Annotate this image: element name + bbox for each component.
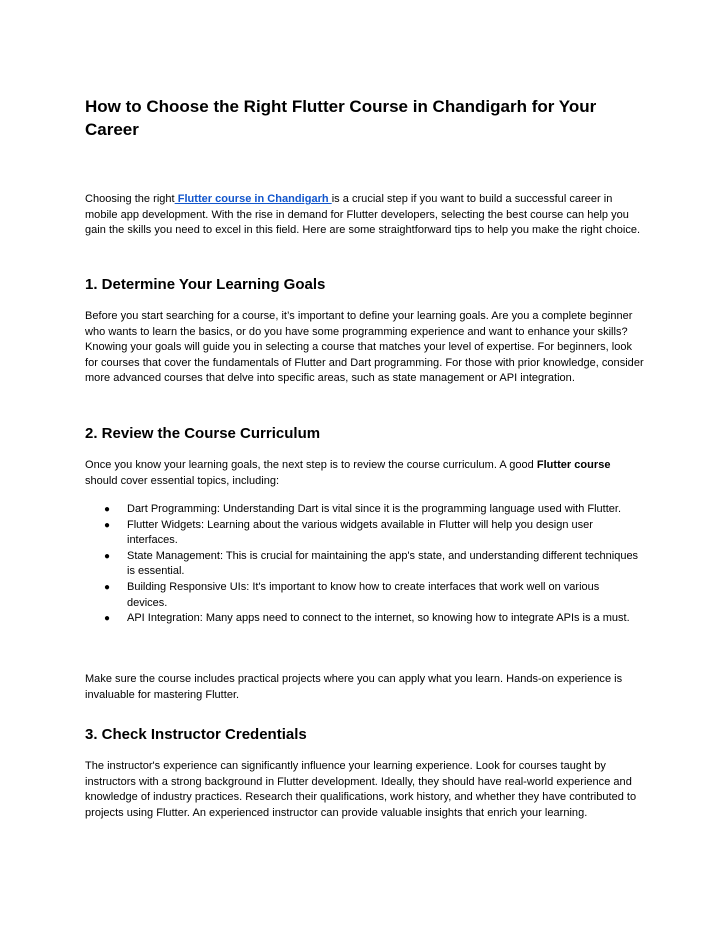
- curriculum-text-after: should cover essential topics, including:: [85, 474, 280, 487]
- intro-text-before-link: Choosing the right: [85, 193, 175, 205]
- bullet-icon: ●: [104, 613, 111, 625]
- section-heading-learning-goals: 1. Determine Your Learning Goals: [85, 276, 326, 293]
- intro-paragraph: [85, 192, 645, 239]
- flutter-course-link[interactable]: Flutter course in Chandigarh: [174, 193, 332, 205]
- list-item: [85, 518, 639, 549]
- curriculum-bold-text: Flutter course: [536, 459, 611, 471]
- list-item-text: State Management: This is crucial for maintaining the app's state, and understanding different techniques is essential.: [127, 549, 639, 578]
- page-title: How to Choose the Right Flutter Course in Chandigarh for Your Career: [85, 97, 597, 139]
- list-item: [85, 611, 639, 627]
- bullet-icon: ●: [104, 581, 111, 593]
- list-item-text: Dart Programming: Understanding Dart is vital since it is the programming language used with Flutter.: [127, 503, 622, 515]
- curriculum-paragraph: [85, 458, 645, 489]
- list-item: [85, 502, 639, 518]
- bullet-icon: ●: [104, 519, 111, 531]
- section-heading-instructor: 3. Check Instructor Credentials: [85, 726, 307, 743]
- learning-goals-paragraph: Before you start searching for a course, it’s important to define your learning goals. Are you a complete beginner who wants to learn the basics, or do you have some programming experience and want to enhance your skills? Knowing your goals will guide you in selecting a course that matches your level of expertise. For beginners, look for courses that cover the fundamentals of Flutter and Dart programming. For those with prior knowledge, consider more advanced courses that delve into specific areas, such as state management or API integration.: [85, 310, 644, 385]
- curriculum-closing-paragraph: Make sure the course includes practical projects where you can apply what you learn. Hands-on experience is invaluable for mastering Flutter.: [85, 673, 623, 701]
- intro-text-after-link: is a crucial step if you want to build a successful career in mobile app development. With the rise in demand for Flutter developers, selecting the best course can help you gain the skills you need to excel in this field. Here are some straightforward tips to help you make the right choice.: [85, 193, 641, 237]
- list-item: [85, 580, 639, 611]
- curriculum-text-before: Once you know your learning goals, the next step is to review the course curriculum. A good: [85, 459, 537, 471]
- bullet-icon: ●: [104, 550, 111, 562]
- section-heading-curriculum: 2. Review the Course Curriculum: [85, 425, 321, 442]
- bullet-icon: ●: [104, 504, 111, 515]
- list-item-text: API Integration: Many apps need to connect to the internet, so knowing how to integrate APIs is a must.: [127, 612, 630, 625]
- curriculum-topic-list: [85, 502, 645, 627]
- list-item-text: Flutter Widgets: Learning about the various widgets available in Flutter will help you design user interfaces.: [127, 518, 593, 547]
- list-item: [85, 549, 639, 580]
- instructor-paragraph: The instructor's experience can significantly influence your learning experience. Look for courses taught by instructors with a strong background in Flutter development. Ideally, they should have real-world experience and knowledge of industry practices. Research their qualifications, work history, and whether they have contributed to projects using Flutter. An experienced instructor can provide valuable insights that enrich your learning.: [85, 760, 637, 819]
- list-item-text: Building Responsive UIs: It's important to know how to create interfaces that work well on various devices.: [127, 580, 600, 609]
